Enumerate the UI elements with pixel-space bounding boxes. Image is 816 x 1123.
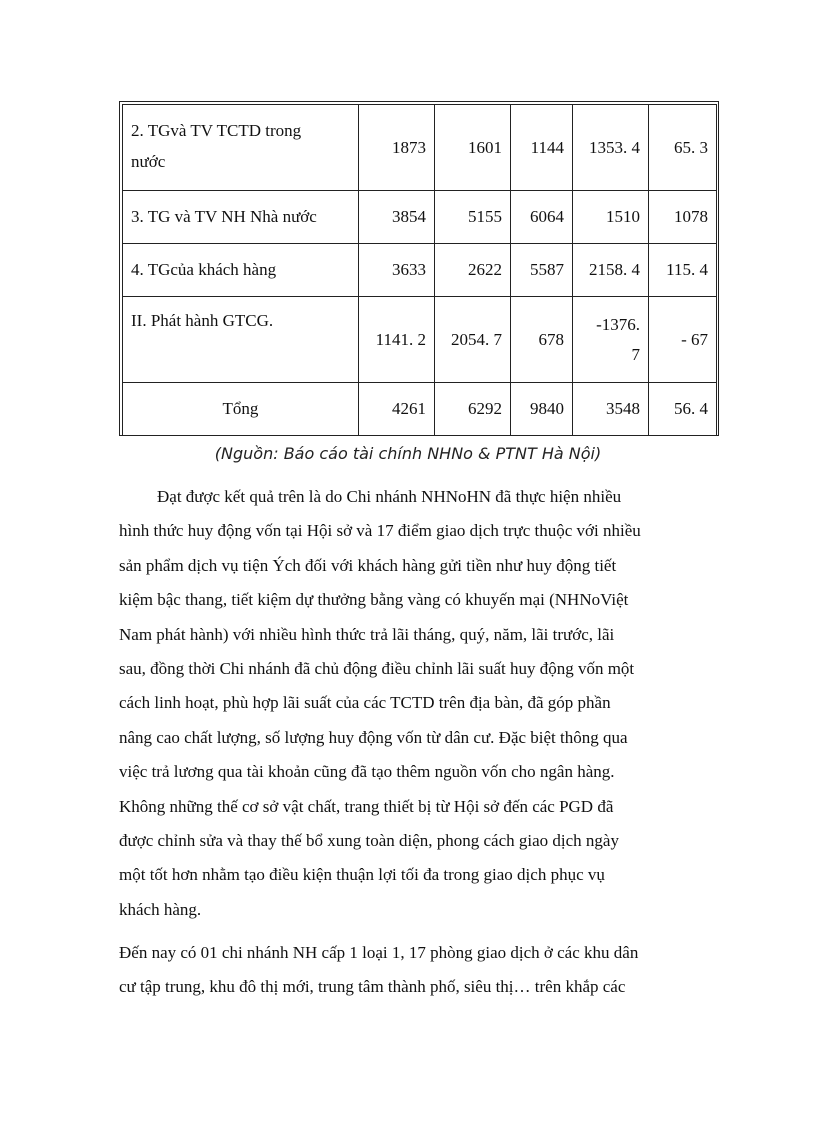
table-cell: 2054. 7 <box>435 297 511 383</box>
table-cell: 3548 <box>573 383 649 436</box>
paragraph-line: Không những thế cơ sở vật chất, trang thiết bị từ Hội sở đến các PGD đã <box>119 796 614 816</box>
capital-table <box>122 104 717 436</box>
table-cell-line: 7 <box>631 344 640 364</box>
table-row <box>123 297 717 383</box>
table-cell: 3633 <box>359 244 435 297</box>
row-label: 4. TGcủa khách hàng <box>123 244 359 297</box>
table-cell: 1144 <box>511 105 573 191</box>
paragraph-line: kiệm bậc thang, tiết kiệm dự thưởng bằng vàng có khuyến mại (NHNoViệt <box>119 590 629 610</box>
paragraph-line: Nam phát hành) với nhiều hình thức trả lãi tháng, quý, năm, lãi trước, lãi <box>119 624 615 644</box>
table-cell: 115. 4 <box>649 244 717 297</box>
table-cell: - 67 <box>649 297 717 383</box>
row-label: Tổng <box>123 383 359 436</box>
table-cell: 3854 <box>359 191 435 244</box>
table-row <box>123 383 717 436</box>
table-cell-line: -1376. <box>596 314 640 334</box>
table-cell: 1078 <box>649 191 717 244</box>
table-cell: 56. 4 <box>649 383 717 436</box>
body-paragraph <box>119 480 699 927</box>
table-row <box>123 191 717 244</box>
table-cell <box>573 297 649 383</box>
table-cell: 678 <box>511 297 573 383</box>
table-cell: 4261 <box>359 383 435 436</box>
table-cell: 6064 <box>511 191 573 244</box>
table-cell: 1510 <box>573 191 649 244</box>
row-label-line: 2. TGvà TV TCTD trong <box>131 121 302 140</box>
table-cell: 1601 <box>435 105 511 191</box>
paragraph-line: sản phẩm dịch vụ tiện Ých đối với khách hàng gửi tiền như huy động tiết <box>119 555 617 575</box>
paragraph-line: cách linh hoạt, phù hợp lãi suất của các TCTD trên địa bàn, đã góp phần <box>119 693 611 713</box>
paragraph-line: được chỉnh sửa và thay thế bổ xung toàn diện, phong cách giao dịch ngày <box>119 831 619 851</box>
table-cell: 1873 <box>359 105 435 191</box>
table-cell: 2158. 4 <box>573 244 649 297</box>
table-cell: 1141. 2 <box>359 297 435 383</box>
row-label-line: nước <box>131 152 166 171</box>
row-label: 3. TG và TV NH Nhà nước <box>123 191 359 244</box>
table-cell: 5587 <box>511 244 573 297</box>
table-cell: 5155 <box>435 191 511 244</box>
paragraph-line: cư tập trung, khu đô thị mới, trung tâm thành phố, siêu thị… trên khắp các <box>119 977 626 997</box>
data-table-frame <box>119 101 719 436</box>
table-source-caption: (Nguồn: Báo cáo tài chính NHNo & PTNT Hà Nội) <box>214 444 602 463</box>
paragraph-line: hình thức huy động vốn tại Hội sở và 17 điểm giao dịch trực thuộc với nhiều <box>119 521 641 541</box>
row-label: II. Phát hành GTCG. <box>123 297 359 383</box>
table-row <box>123 105 717 191</box>
table-cell: 9840 <box>511 383 573 436</box>
table-cell: 1353. 4 <box>573 105 649 191</box>
table-cell: 6292 <box>435 383 511 436</box>
paragraph-line: Đến nay có 01 chi nhánh NH cấp 1 loại 1, 17 phòng giao dịch ở các khu dân <box>119 943 639 962</box>
paragraph-line: nâng cao chất lượng, số lượng huy động vốn từ dân cư. Đặc biệt thông qua <box>119 727 628 747</box>
table-cell: 2622 <box>435 244 511 297</box>
paragraph-line: Đạt được kết quả trên là do Chi nhánh NHNoHN đã thực hiện nhiều <box>157 487 622 506</box>
table-row <box>123 244 717 297</box>
paragraph-line: khách hàng. <box>119 899 202 919</box>
row-label <box>123 105 359 191</box>
table-cell: 65. 3 <box>649 105 717 191</box>
paragraph-line: việc trả lương qua tài khoản cũng đã tạo thêm nguồn vốn cho ngân hàng. <box>119 762 615 782</box>
body-paragraph <box>119 936 699 1005</box>
paragraph-line: sau, đồng thời Chi nhánh đã chủ động điều chỉnh lãi suất huy động vốn một <box>119 659 635 679</box>
paragraph-line: một tốt hơn nhằm tạo điều kiện thuận lợi tối đa trong giao dịch phục vụ <box>119 865 605 885</box>
